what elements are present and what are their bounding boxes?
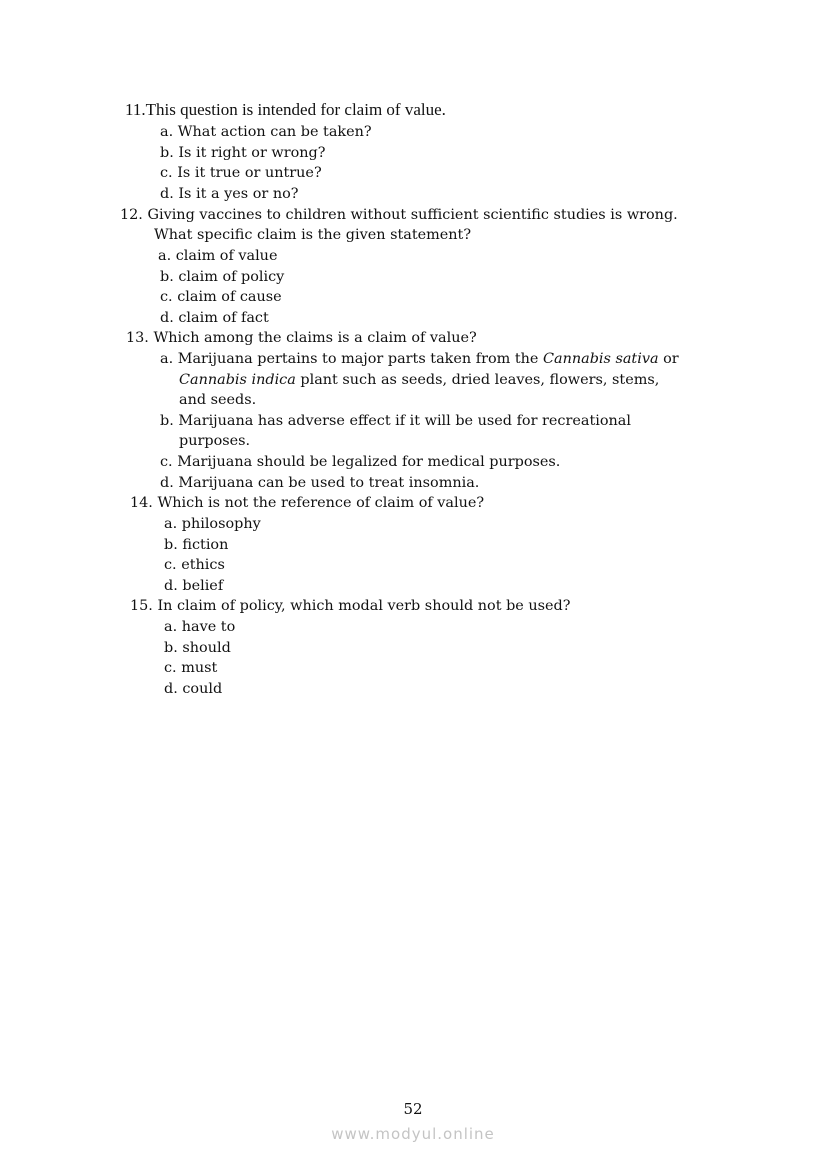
option-15a xyxy=(164,617,235,637)
option-text: and seeds. xyxy=(179,392,257,408)
option-11b xyxy=(160,143,325,163)
question-13 xyxy=(126,328,477,348)
question-text: In claim of policy, which modal verb should not be used? xyxy=(157,598,571,614)
option-letter: c. xyxy=(164,660,177,676)
option-letter: d. xyxy=(160,475,174,491)
question-text: What specific claim is the given statement? xyxy=(154,227,472,243)
option-12c xyxy=(160,287,282,307)
question-text: Which is not the reference of claim of value? xyxy=(157,495,485,511)
option-text: Is it true or untrue? xyxy=(177,165,322,181)
option-letter: c. xyxy=(160,289,173,305)
scientific-name: Cannabis indica xyxy=(179,372,296,388)
option-letter: c. xyxy=(160,454,173,470)
option-text: Is it a yes or no? xyxy=(178,186,299,202)
option-letter: b. xyxy=(160,145,174,161)
option-text: belief xyxy=(182,578,224,594)
question-11 xyxy=(125,100,446,120)
question-number: 14. xyxy=(130,495,153,511)
option-text: claim of policy xyxy=(178,269,285,285)
watermark: www.modyul.online xyxy=(331,1125,495,1143)
option-letter: d. xyxy=(160,310,174,326)
option-letter: a. xyxy=(160,124,174,140)
option-letter: d. xyxy=(164,681,178,697)
option-letter: a. xyxy=(160,351,174,367)
option-13b xyxy=(160,411,631,431)
option-text: claim of fact xyxy=(178,310,269,326)
option-12b xyxy=(160,267,284,287)
option-12a xyxy=(158,246,277,266)
option-14c xyxy=(164,555,225,575)
option-text: should xyxy=(182,640,231,656)
option-13a xyxy=(160,349,679,369)
question-text: Giving vaccines to children without sufficient scientific studies is wrong. xyxy=(147,207,678,223)
option-letter: b. xyxy=(160,269,174,285)
option-text: claim of cause xyxy=(177,289,282,305)
option-text: philosophy xyxy=(181,516,261,532)
option-13a-line3 xyxy=(179,390,256,410)
option-14d xyxy=(164,576,223,596)
option-letter: b. xyxy=(160,413,174,429)
option-text: Marijuana pertains to major parts taken from the xyxy=(177,351,543,367)
option-letter: b. xyxy=(164,537,178,553)
option-11a xyxy=(160,122,372,142)
option-13a-line2 xyxy=(179,370,659,390)
option-text: Marijuana can be used to treat insomnia. xyxy=(178,475,480,491)
page-number: 52 xyxy=(403,1100,423,1118)
option-11c xyxy=(160,163,322,183)
option-letter: c. xyxy=(164,557,177,573)
question-number: 13. xyxy=(126,330,149,346)
question-number: 15. xyxy=(130,598,153,614)
option-11d xyxy=(160,184,299,204)
question-number: 12. xyxy=(120,207,143,223)
option-15c xyxy=(164,658,217,678)
option-letter: d. xyxy=(164,578,178,594)
option-letter: a. xyxy=(164,516,178,532)
option-text: purposes. xyxy=(179,433,251,449)
question-15 xyxy=(130,596,570,616)
option-text: Marijuana should be legalized for medical purposes. xyxy=(177,454,561,470)
option-13d xyxy=(160,473,479,493)
option-text: have to xyxy=(181,619,236,635)
option-text: Marijuana has adverse effect if it will be used for recreational xyxy=(178,413,631,429)
option-text: plant such as seeds, dried leaves, flowers, stems, xyxy=(295,372,660,388)
option-15d xyxy=(164,679,222,699)
option-14a xyxy=(164,514,261,534)
question-12-line2 xyxy=(154,225,471,245)
option-13b-line2 xyxy=(179,431,250,451)
option-14b xyxy=(164,535,228,555)
question-14 xyxy=(130,493,484,513)
question-text: This question is intended for claim of value. xyxy=(145,100,446,119)
option-text: could xyxy=(182,681,223,697)
option-text: or xyxy=(658,351,679,367)
option-text: claim of value xyxy=(175,248,278,264)
option-letter: d. xyxy=(160,186,174,202)
option-letter: a. xyxy=(164,619,178,635)
question-text: Which among the claims is a claim of value? xyxy=(153,330,477,346)
option-12d xyxy=(160,308,269,328)
option-letter: b. xyxy=(164,640,178,656)
option-text: ethics xyxy=(181,557,225,573)
option-letter: a. xyxy=(158,248,172,264)
option-text: What action can be taken? xyxy=(177,124,372,140)
question-12 xyxy=(120,205,678,225)
option-text: fiction xyxy=(182,537,229,553)
option-text: must xyxy=(181,660,218,676)
option-text: Is it right or wrong? xyxy=(178,145,326,161)
option-letter: c. xyxy=(160,165,173,181)
scientific-name: Cannabis sativa xyxy=(542,351,659,367)
option-15b xyxy=(164,638,231,658)
option-13c xyxy=(160,452,560,472)
question-number: 11. xyxy=(125,100,146,119)
